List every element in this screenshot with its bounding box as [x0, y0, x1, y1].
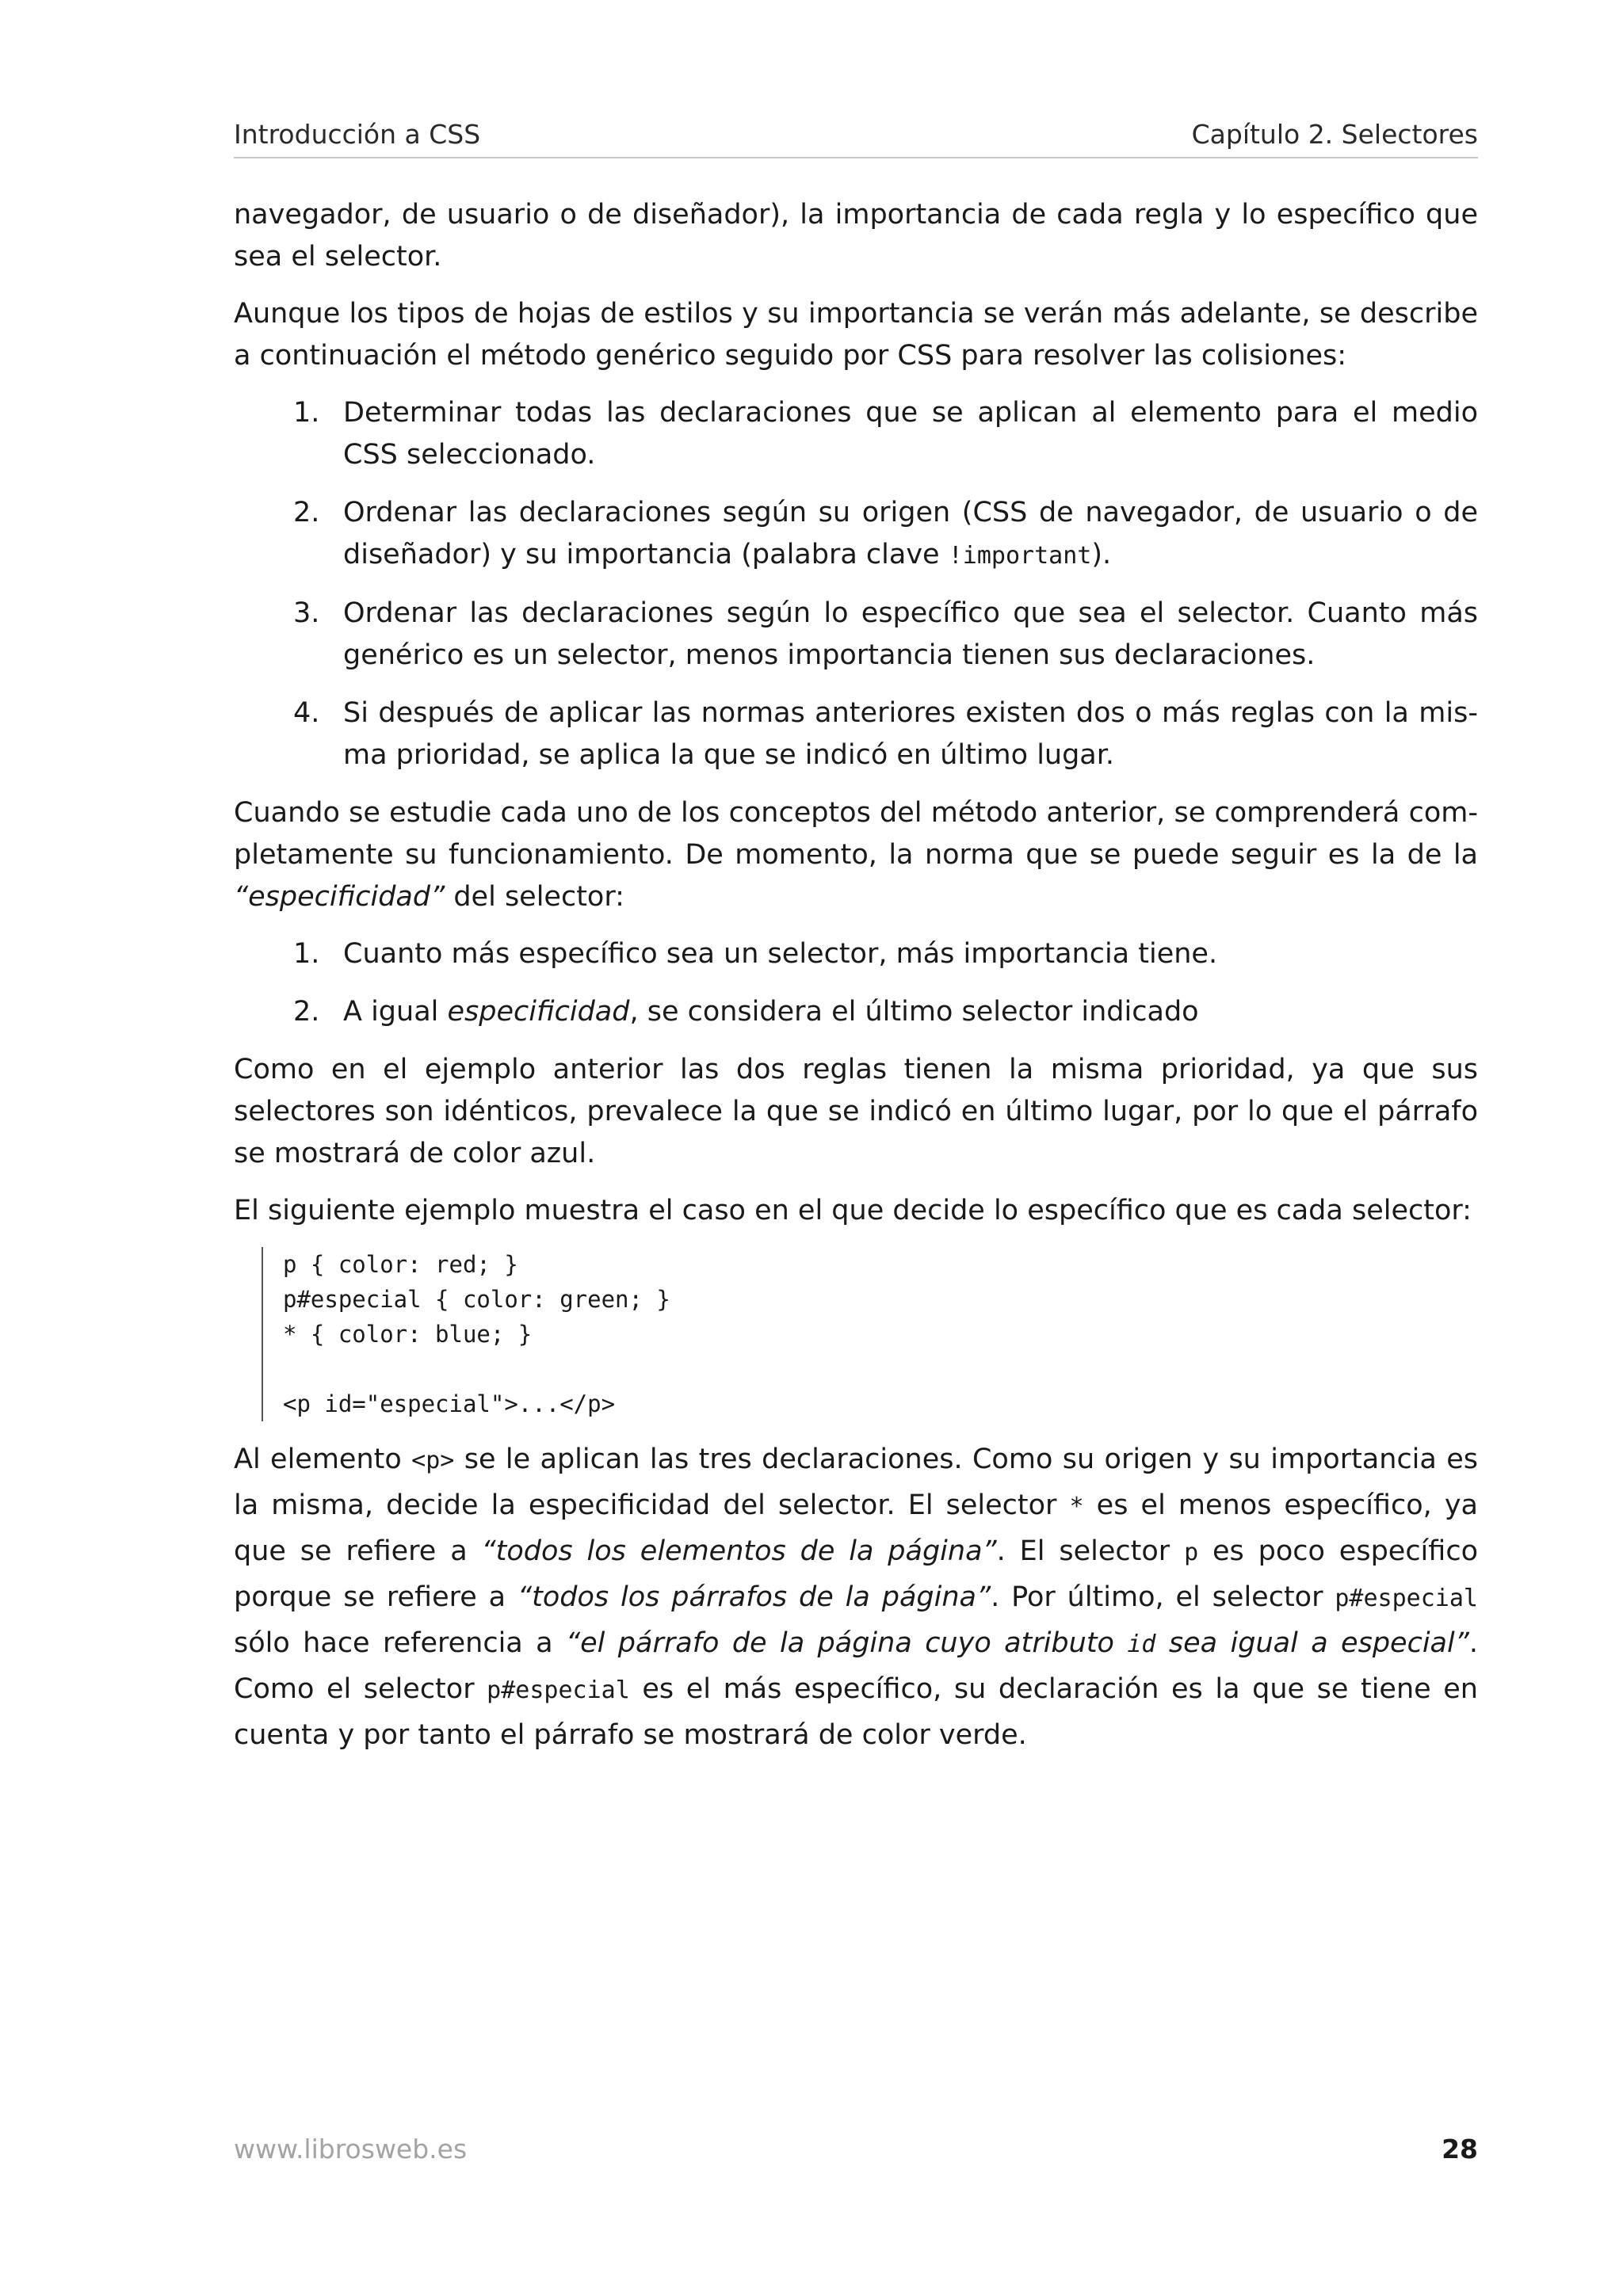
text-run: es poco específico porque se refiere a: [234, 1535, 1478, 1613]
list-item-text: Cuanto más específico sea un selector, más importancia tiene.: [343, 938, 1218, 970]
paragraph: [234, 1437, 1478, 1758]
emphasis: sea igual a especial”: [1155, 1627, 1469, 1659]
code-line: * { color: blue; }: [283, 1321, 533, 1348]
list-item: [234, 692, 1478, 776]
list-number: 1.: [293, 938, 320, 970]
page-content: [234, 194, 1478, 1773]
footer-site-link[interactable]: www.librosweb.es: [234, 2134, 468, 2164]
code-example: [262, 1247, 1478, 1421]
text-run: del selector:: [445, 881, 624, 913]
page-header: [234, 119, 1478, 158]
list-number: 2.: [293, 996, 320, 1028]
inline-code: <p>: [411, 1447, 455, 1474]
document-page: [234, 0, 1478, 2296]
list-number: 1.: [293, 397, 320, 429]
list-item-text: , se considera el último selector indicado: [629, 996, 1199, 1028]
paragraph: navegador, de usuario o de diseñador), la importancia de cada regla y lo específico que sea el selector.: [234, 199, 1478, 273]
inline-code: id: [1127, 1630, 1156, 1658]
list-item-text: Si después de aplicar las normas anteriores existen dos o más reglas con la misma prioridad, se aplica la que se indicó en último lugar.: [343, 697, 1478, 771]
list-item-text: ).: [1091, 539, 1112, 570]
paragraph: Aunque los tipos de hojas de estilos y su importancia se verán más adelante, se describe a continuación el método genérico seguido por CSS para resolver las colisiones:: [234, 298, 1478, 372]
emphasis: “todos los párrafos de la página”: [517, 1581, 991, 1613]
list-item-text: Determinar todas las declaraciones que se aplican al elemento para el medio CSS seleccionado.: [343, 397, 1478, 471]
emphasis: “el párrafo de la página cuyo atributo: [566, 1627, 1128, 1659]
code-line: p#especial { color: green; }: [283, 1286, 670, 1313]
text-run: se le aplican las tres declaraciones. Como su origen y su importancia es la misma, decide la especificidad del selector. El selector: [234, 1444, 1479, 1521]
emphasis: “especificidad”: [234, 881, 445, 913]
text-run: . El selector: [996, 1535, 1185, 1567]
text-run: sólo hace referencia a: [234, 1627, 567, 1659]
code-line: p { color: red; }: [283, 1251, 518, 1278]
chapter-title: Capítulo 2. Selectores: [1191, 119, 1478, 150]
inline-code: *: [1069, 1493, 1084, 1520]
emphasis: especificidad: [447, 996, 630, 1028]
list-item: [234, 593, 1478, 677]
list-number: 3.: [293, 597, 320, 629]
paragraph: Como en el ejemplo anterior las dos reglas tienen la misma prioridad, ya que sus selectores son idénticos, prevalece la que se indicó en último lugar, por lo que el párrafo se mostrará de color azul.: [234, 1054, 1478, 1169]
specificity-rules-list: [234, 933, 1478, 1033]
list-item: [234, 492, 1478, 577]
list-item: [234, 991, 1478, 1033]
list-item: [234, 933, 1478, 975]
inline-code: p: [1184, 1539, 1199, 1566]
text-run: Al elemento: [234, 1444, 412, 1475]
text-run: es el más específico, su declaración es la que se tiene en cuenta y por tanto el párrafo se mostrará de color verde.: [234, 1673, 1478, 1751]
list-number: 4.: [293, 697, 320, 729]
list-item-text: Ordenar las declaraciones según lo específico que sea el selector. Cuanto más genérico es un selector, menos importancia tienen sus declaraciones.: [343, 597, 1478, 671]
book-title: Introducción a CSS: [234, 119, 481, 150]
code-line: [283, 1352, 1478, 1386]
inline-code: !important: [948, 542, 1092, 570]
text-run: . Por último, el selector: [991, 1581, 1335, 1613]
list-item-text: A igual: [343, 996, 448, 1028]
list-item: [234, 392, 1478, 476]
text-run: Cuando se estudie cada uno de los conceptos del método anterior, se comprenderá completamente su funcionamiento. De momento, la norma que se puede seguir es la de la: [234, 797, 1478, 871]
page-number: 28: [1442, 2134, 1478, 2164]
inline-code: p#especial: [1335, 1585, 1478, 1612]
text-run: . Como el selector: [234, 1627, 1478, 1705]
list-item-text: Ordenar las declaraciones según su origen (CSS de navegador, de usuario o de diseñador) y su importancia (palabra clave: [343, 497, 1478, 570]
list-number: 2.: [293, 497, 320, 528]
emphasis: “todos los elementos de la página”: [481, 1535, 997, 1567]
inline-code: p#especial: [487, 1676, 630, 1704]
paragraph: [234, 792, 1478, 918]
code-line: <p id="especial">...</p>: [283, 1390, 616, 1417]
collision-steps-list: [234, 392, 1478, 776]
paragraph: El siguiente ejemplo muestra el caso en el que decide lo específico que es cada selector:: [234, 1195, 1472, 1226]
text-run: es el menos específico, ya que se refiere a: [234, 1489, 1478, 1567]
